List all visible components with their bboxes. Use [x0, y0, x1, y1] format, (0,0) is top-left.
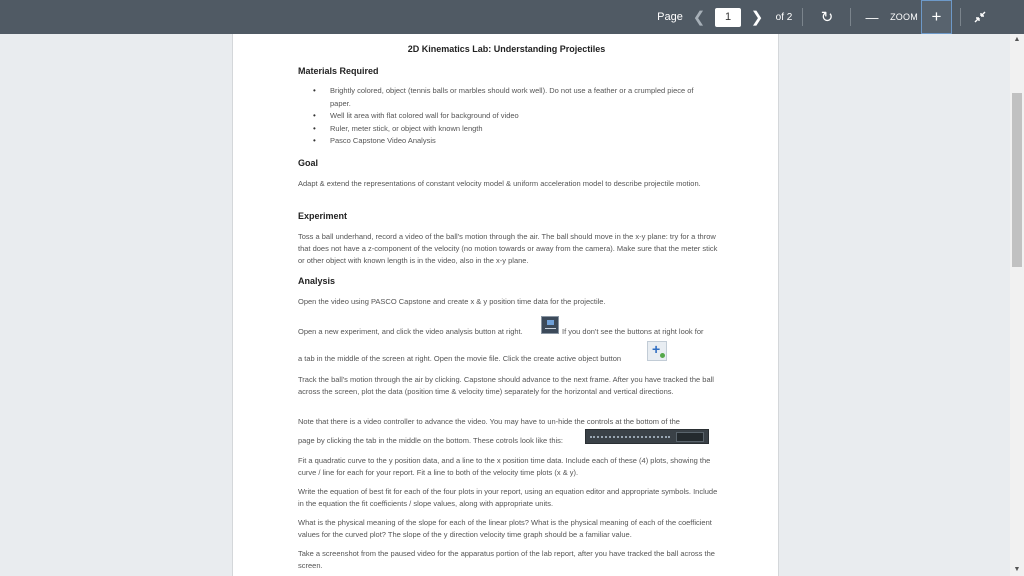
page-count: of 2	[775, 11, 793, 23]
analysis-paragraph: Note that there is a video controller to advance the video. You may have to un-hide the controls at the bottom of the	[298, 417, 680, 426]
analysis-paragraph: Take a screenshot from the paused video for the apparatus portion of the lab report, after you have tracked the ball across the screen.	[298, 549, 715, 570]
list-item: • Well lit area with flat colored wall for background of video	[313, 110, 713, 123]
plus-icon[interactable]: +	[921, 0, 952, 34]
analysis-paragraph: page by clicking the tab in the middle on the bottom. These cotrols look like this:	[298, 436, 564, 445]
page-label: Page	[657, 11, 683, 23]
analysis-heading: Analysis	[298, 276, 336, 286]
list-item: • Brightly colored, object (tennis balls or marbles should work well). Do not use a feather or a crumpled piece of paper.	[313, 85, 713, 110]
analysis-paragraph: What is the physical meaning of the slope for each of the linear plots? What is the physical meaning of each of the coefficient values for the curved plot? The slope of the y direction velocity time graph should be a familiar value.	[298, 518, 712, 539]
video-controls-track	[590, 436, 670, 439]
experiment-heading: Experiment	[298, 211, 348, 221]
experiment-text: Toss a ball underhand, record a video of the ball's motion through the air. The ball should move in the x-y plane: try for a throw that does not have a z-component of the velocity (no motion towards or away from the camera). Make sure that the meter stick or other object with known length is in the video, also in the x-y plane.	[298, 232, 718, 265]
chevron-right-icon[interactable]: ❯	[750, 9, 764, 26]
analysis-paragraph: a tab in the middle of the screen at right. Open the movie file. Click the create active object button	[298, 354, 622, 363]
scrollbar-thumb[interactable]	[1012, 93, 1022, 267]
analysis-paragraph: Open the video using PASCO Capstone and create x & y position time data for the projectile.	[298, 297, 606, 306]
pdf-toolbar	[0, 0, 1024, 34]
toolbar-divider	[850, 8, 851, 26]
analysis-paragraph: Track the ball's motion through the air by clicking. Capstone should advance to the next frame. After you have tracked the ball across the screen, plot the data (position time & velocity time) separately for the horizontal and vertical directions.	[298, 375, 714, 396]
scroll-up-icon[interactable]: ▲	[1013, 36, 1021, 43]
materials-list	[313, 85, 713, 148]
pdf-page	[232, 34, 779, 576]
analysis-paragraph: Fit a quadratic curve to the y position data, and a line to the x position time data. Include each of these (4) plots, showing the curve / line for each for your report. Fit a line to both of the velocity time plots (x & y).	[298, 456, 711, 477]
analysis-paragraph: Write the equation of best fit for each of the four plots in your report, using an equation editor and appropriate symbols. Include in the equation the fit coefficients / slope values, along with appropriate units.	[298, 487, 718, 508]
vertical-scrollbar[interactable]	[1010, 34, 1024, 576]
create-active-object-icon	[647, 341, 667, 361]
rotate-icon[interactable]: ↻	[820, 9, 834, 26]
materials-heading: Materials Required	[298, 66, 379, 76]
zoom-label: ZOOM	[890, 12, 918, 22]
minus-icon[interactable]: —	[865, 9, 879, 25]
video-controls-time	[676, 432, 704, 442]
list-item: • Pasco Capstone Video Analysis	[313, 135, 713, 148]
video-analysis-icon	[541, 316, 559, 334]
page-number-input[interactable]	[715, 8, 741, 27]
document-title: 2D Kinematics Lab: Understanding Projectiles	[407, 44, 606, 54]
page-number-field-wrap	[715, 0, 741, 34]
goal-heading: Goal	[298, 158, 319, 168]
goal-text: Adapt & extend the representations of constant velocity model & uniform acceleration model to describe projectile motion.	[298, 179, 701, 188]
toolbar-divider	[960, 8, 961, 26]
toolbar-divider	[802, 8, 803, 26]
chevron-left-icon[interactable]: ❮	[692, 9, 706, 26]
collapse-icon[interactable]	[970, 0, 990, 34]
analysis-paragraph: If you don't see the buttons at right look for	[562, 327, 704, 336]
video-controls-image	[585, 429, 709, 444]
document-viewport[interactable]	[0, 34, 1024, 576]
scroll-down-icon[interactable]: ▼	[1013, 566, 1021, 573]
list-item: • Ruler, meter stick, or object with known length	[313, 123, 713, 136]
analysis-paragraph: Open a new experiment, and click the video analysis button at right.	[298, 327, 523, 336]
